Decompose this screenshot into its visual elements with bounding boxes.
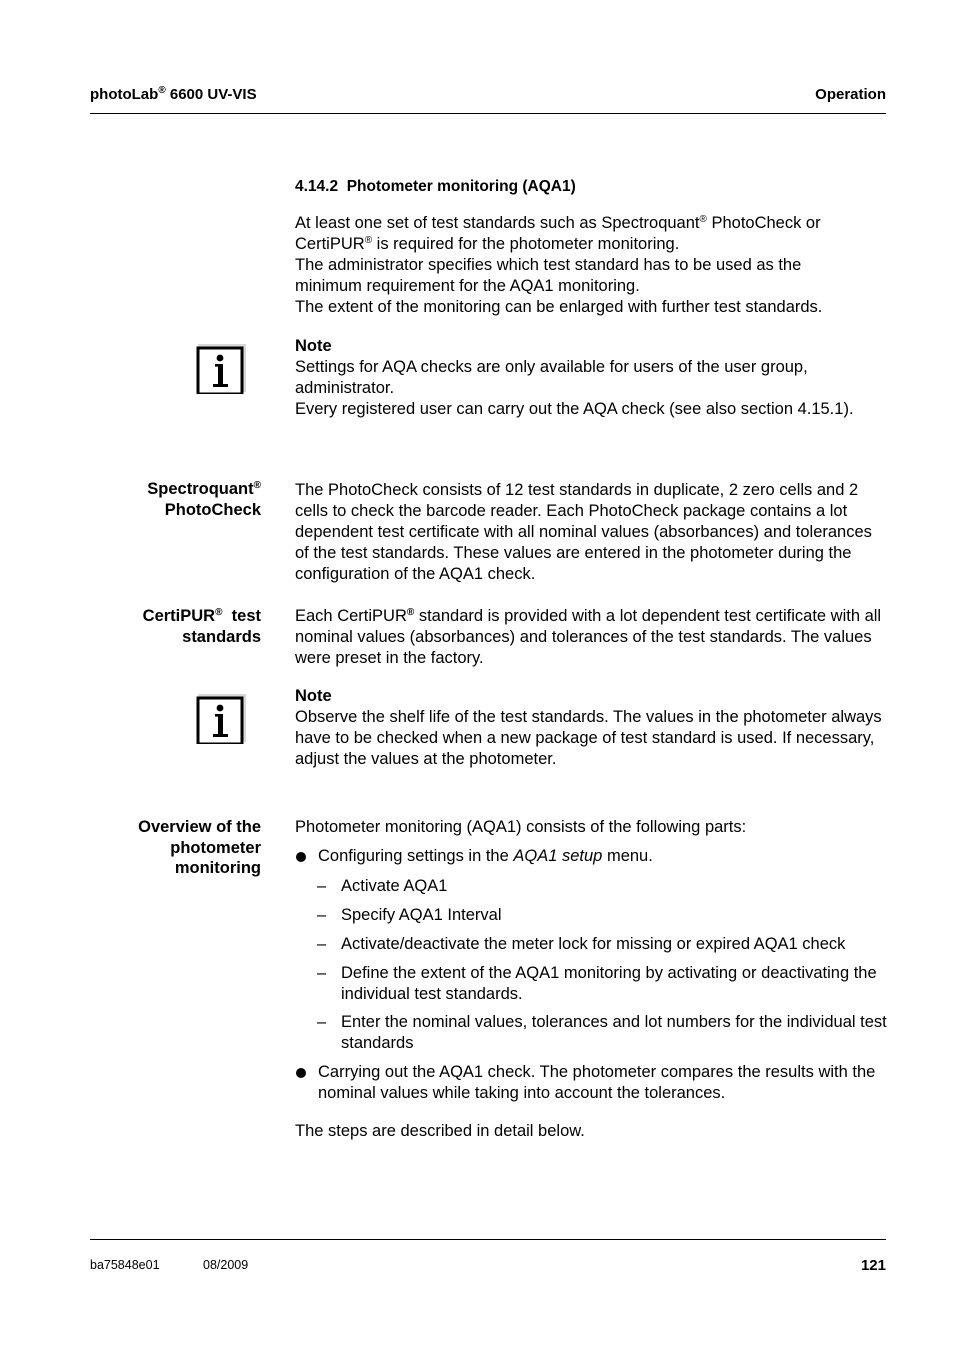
bullet-icon [296,1068,306,1078]
bullet-icon [296,852,306,862]
intro-line-4: The extent of the monitoring can be enlarged with further test standards. [295,298,823,316]
note-2-title: Note [295,687,332,705]
header-chapter: Operation [815,86,886,103]
spectroquant-text: The PhotoCheck consists of 12 test standards in duplicate, 2 zero cells and 2 cells to check the barcode reader. Each PhotoCheck package contains a lot dependent test certificate with all nominal values (absorbances) and tolerances of the test standards. These values are entered in the photometer during the configuration of the AQA1 check. [295,481,872,583]
note-1-text-2: Every registered user can carry out the AQA check (see also section 4.15.1). [295,400,854,418]
list-item: – Define the extent of the AQA1 monitoring by activating or deactivating the individual test standards. [317,964,877,1003]
header-product-reg: ® [158,85,166,96]
note-2 [295,686,887,770]
header-product-model: 6600 UV-VIS [165,86,257,103]
overview-label: Overview of the photometer monitoring [138,818,261,877]
list-item: – Enter the nominal values, tolerances and lot numbers for the individual test standards [317,1013,887,1052]
info-icon [196,344,246,394]
certipur-text: Each CertiPUR® standard is provided with a lot dependent test certificate with all nominal values (absorbances) and tolerances of the test standards. The values were preset in the factory. [295,607,882,667]
certipur-label: CertiPUR® test standards [142,607,261,646]
footer-doc-id: ba75848e01 [90,1258,160,1272]
section-heading: 4.14.2 Photometer monitoring (AQA1) [295,178,576,195]
list-item: – Activate AQA1 [317,877,448,895]
header-rule [90,113,886,114]
dash-icon: – [317,1013,327,1031]
list-item: Configuring settings in the AQA1 setup menu. [295,846,890,868]
dash-icon: – [317,935,327,953]
footer-rule [90,1239,886,1240]
list-item: – Specify AQA1 Interval [317,906,502,924]
note-1-text: Settings for AQA checks are only available for users of the user group, administrator. [295,358,808,397]
dash-icon: – [317,906,327,924]
note-2-text: Observe the shelf life of the test standards. The values in the photometer always have to be checked when a new package of test standard is used. If necessary, adjust the values at the photometer. [295,708,882,768]
dash-icon: – [317,964,327,982]
list-item: Carrying out the AQA1 check. The photometer compares the results with the nominal values while taking into account the tolerances. [295,1062,890,1106]
intro-paragraph [295,213,890,318]
intro-line-2: CertiPUR® is required for the photometer monitoring. [295,235,680,253]
intro-line-1: At least one set of test standards such as Spectroquant® PhotoCheck or [295,214,821,232]
overview-closing: The steps are described in detail below. [295,1122,585,1140]
page-number: 121 [860,1257,886,1274]
overview-intro: Photometer monitoring (AQA1) consists of the following parts: [295,818,747,836]
info-icon [196,694,246,744]
list-item: – Activate/deactivate the meter lock for missing or expired AQA1 check [317,935,846,953]
header-product [90,86,257,103]
header-product-name: photoLab [90,86,159,103]
spectroquant-label: Spectroquant® PhotoCheck [147,480,261,519]
footer-date: 08/2009 [203,1258,249,1272]
dash-icon: – [317,877,327,895]
note-1-title: Note [295,337,332,355]
note-1 [295,336,890,420]
intro-line-3: The administrator specifies which test standard has to be used as the minimum requirement for the AQA1 monitoring. [295,256,802,295]
